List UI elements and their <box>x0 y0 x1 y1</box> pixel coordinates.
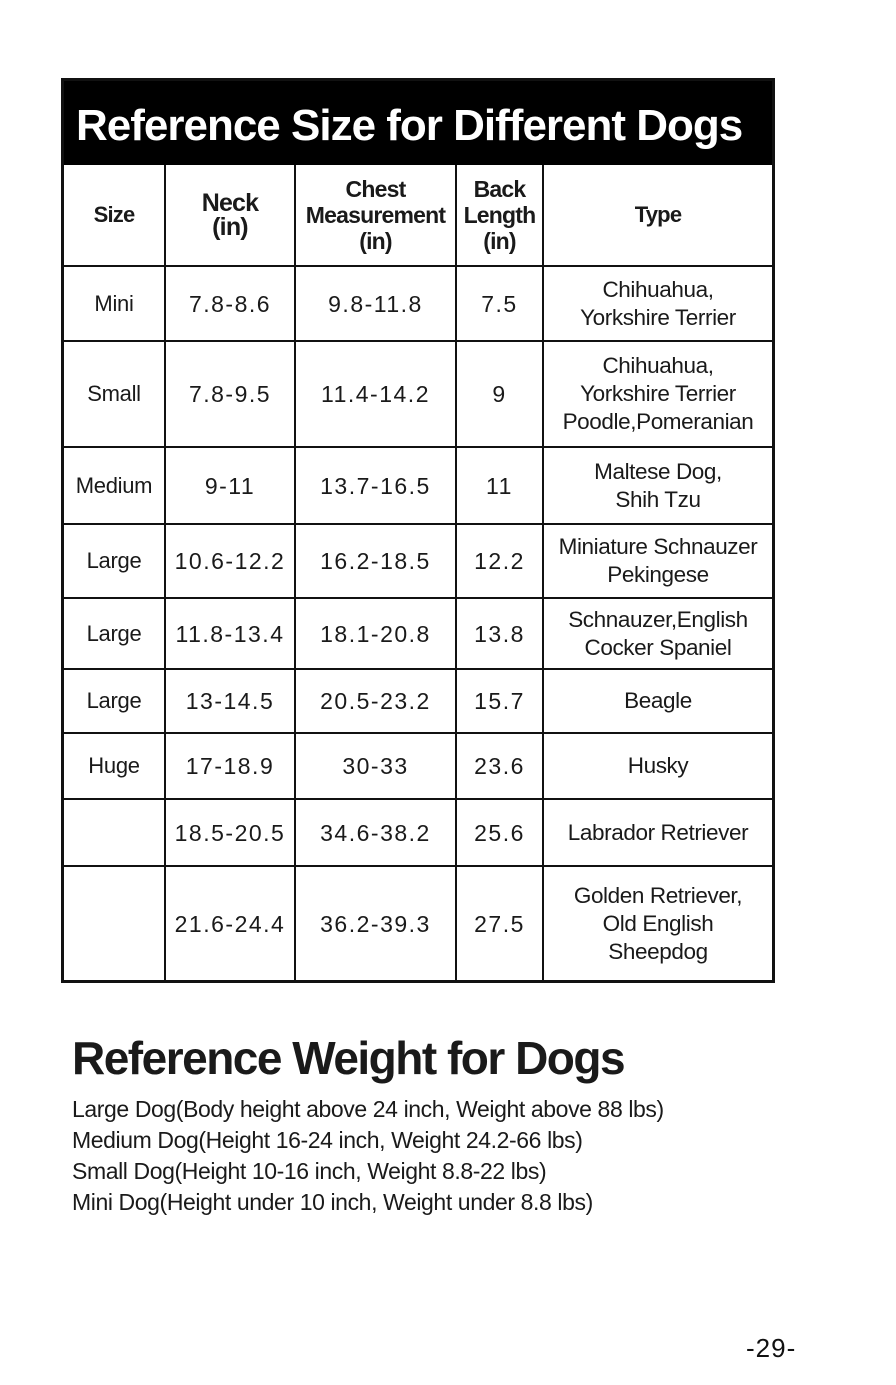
back-length-cell: 27.5 <box>456 866 543 980</box>
table-row <box>64 733 772 799</box>
neck-cell: 9-11 <box>165 447 295 524</box>
chest-cell: 36.2-39.3 <box>295 866 456 980</box>
back-length-cell: 25.6 <box>456 799 543 866</box>
size-cell: Small <box>64 341 165 447</box>
table-row <box>64 341 772 447</box>
neck-cell: 21.6-24.4 <box>165 866 295 980</box>
size-cell <box>64 799 165 866</box>
back-length-cell: 23.6 <box>456 733 543 799</box>
table-header-row <box>64 165 772 266</box>
chest-cell: 34.6-38.2 <box>295 799 456 866</box>
chest-cell: 30-33 <box>295 733 456 799</box>
table-row <box>64 866 772 980</box>
weight-line-mini: Mini Dog(Height under 10 inch, Weight under 8.8 lbs) <box>72 1189 593 1215</box>
table-row <box>64 447 772 524</box>
header-type: Type <box>543 165 772 266</box>
neck-cell: 11.8-13.4 <box>165 598 295 669</box>
chest-cell: 13.7-16.5 <box>295 447 456 524</box>
table-row <box>64 524 772 598</box>
back-length-cell: 13.8 <box>456 598 543 669</box>
back-length-cell: 7.5 <box>456 266 543 341</box>
page-number: -29- <box>746 1333 797 1363</box>
table-title: Reference Size for Different Dogs <box>64 81 772 165</box>
back-length-cell: 11 <box>456 447 543 524</box>
type-cell: Maltese Dog, Shih Tzu <box>543 447 772 524</box>
size-cell: Huge <box>64 733 165 799</box>
size-cell: Large <box>64 524 165 598</box>
size-cell: Mini <box>64 266 165 341</box>
size-cell <box>64 866 165 980</box>
weight-reference-list <box>72 1094 664 1218</box>
neck-cell: 13-14.5 <box>165 669 295 733</box>
chest-cell: 18.1-20.8 <box>295 598 456 669</box>
header-neck: Neck (in) <box>165 165 295 266</box>
weight-line-large: Large Dog(Body height above 24 inch, Weight above 88 lbs) <box>72 1096 664 1122</box>
chest-cell: 16.2-18.5 <box>295 524 456 598</box>
neck-cell: 7.8-9.5 <box>165 341 295 447</box>
weight-section-title: Reference Weight for Dogs <box>72 1032 625 1084</box>
size-cell: Large <box>64 669 165 733</box>
header-back-length: Back Length (in) <box>456 165 543 266</box>
header-chest: Chest Measurement (in) <box>295 165 456 266</box>
neck-cell: 7.8-8.6 <box>165 266 295 341</box>
chest-cell: 11.4-14.2 <box>295 341 456 447</box>
size-table-grid <box>64 165 772 980</box>
weight-line-medium: Medium Dog(Height 16-24 inch, Weight 24.2-66 lbs) <box>72 1127 583 1153</box>
neck-cell: 10.6-12.2 <box>165 524 295 598</box>
type-cell: Chihuahua, Yorkshire Terrier Poodle,Pomeranian <box>543 341 772 447</box>
type-cell: Golden Retriever, Old English Sheepdog <box>543 866 772 980</box>
back-length-cell: 12.2 <box>456 524 543 598</box>
back-length-cell: 9 <box>456 341 543 447</box>
type-cell: Husky <box>543 733 772 799</box>
chest-cell: 20.5-23.2 <box>295 669 456 733</box>
type-cell: Labrador Retriever <box>543 799 772 866</box>
chest-cell: 9.8-11.8 <box>295 266 456 341</box>
type-cell: Beagle <box>543 669 772 733</box>
table-row <box>64 669 772 733</box>
neck-cell: 18.5-20.5 <box>165 799 295 866</box>
table-row <box>64 799 772 866</box>
type-cell: Miniature Schnauzer Pekingese <box>543 524 772 598</box>
type-cell: Schnauzer,English Cocker Spaniel <box>543 598 772 669</box>
size-cell: Medium <box>64 447 165 524</box>
size-reference-table <box>61 78 775 983</box>
table-row <box>64 598 772 669</box>
header-size: Size <box>64 165 165 266</box>
weight-line-small: Small Dog(Height 10-16 inch, Weight 8.8-22 lbs) <box>72 1158 547 1184</box>
back-length-cell: 15.7 <box>456 669 543 733</box>
table-row <box>64 266 772 341</box>
type-cell: Chihuahua, Yorkshire Terrier <box>543 266 772 341</box>
size-cell: Large <box>64 598 165 669</box>
neck-cell: 17-18.9 <box>165 733 295 799</box>
